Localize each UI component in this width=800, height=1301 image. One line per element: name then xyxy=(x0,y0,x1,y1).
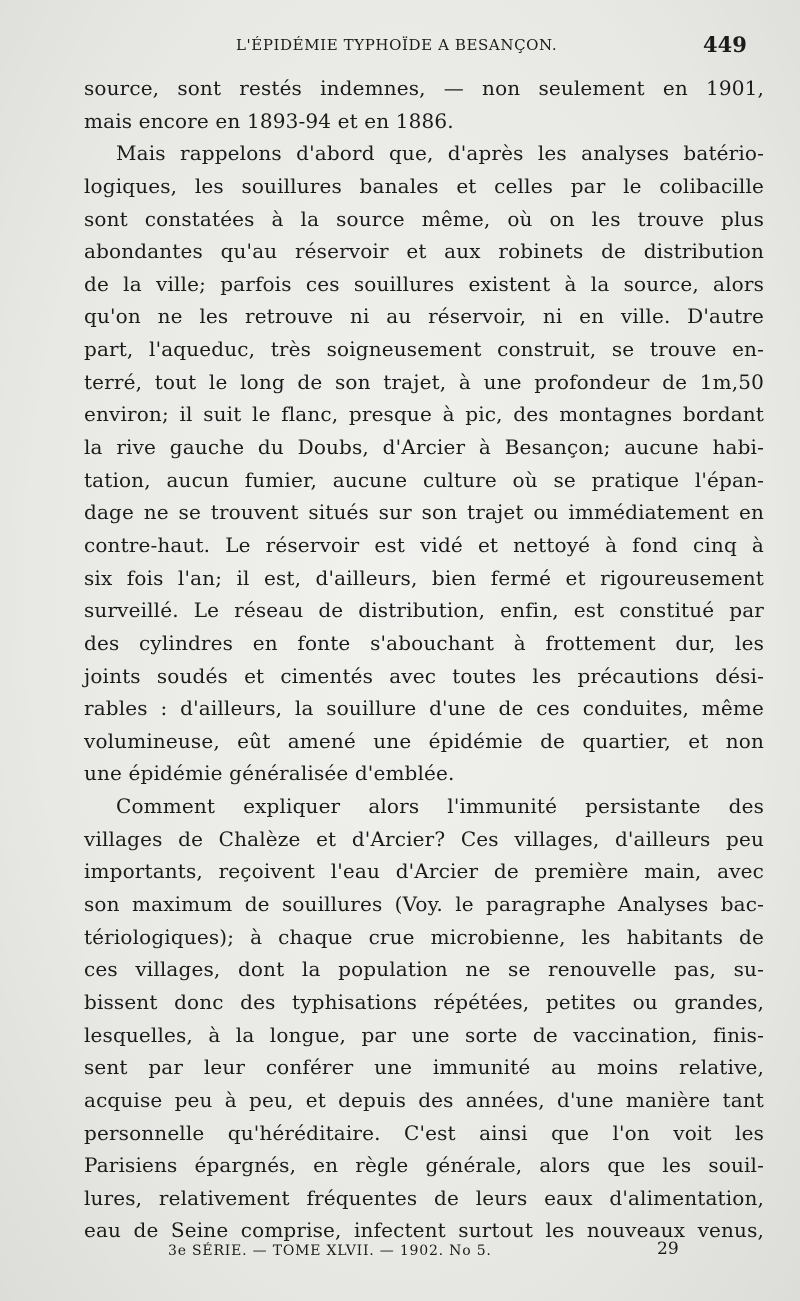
running-title: L'ÉPIDÉMIE TYPHOÏDE A BESANÇON. xyxy=(236,36,558,54)
text-line: ces villages, dont la population ne se renouvelle pas, su- xyxy=(84,957,764,982)
text-line: son maximum de souillures (Voy. le paragraphe Analyses bac- xyxy=(84,892,764,917)
text-line: acquise peu à peu, et depuis des années, d'une manière tant xyxy=(84,1087,764,1112)
text-line: rables : d'ailleurs, la souillure d'une de ces conduites, même xyxy=(84,696,764,721)
text-line: bissent donc des typhisations répétées, petites ou grandes, xyxy=(84,989,764,1014)
text-line: qu'on ne les retrouve ni au réservoir, ni en ville. D'autre xyxy=(84,304,764,329)
text-line: six fois l'an; il est, d'ailleurs, bien fermé et rigoureusement xyxy=(84,565,764,590)
text-line: dage ne se trouvent situés sur son trajet ou immédiatement en xyxy=(84,500,764,525)
text-line: volumineuse, eût amené une épidémie de quartier, et non xyxy=(84,728,764,753)
page-footer xyxy=(0,1235,800,1265)
body-text xyxy=(84,72,764,1247)
text-line: la rive gauche du Doubs, d'Arcier à Besançon; aucune habi- xyxy=(84,435,764,460)
running-head xyxy=(0,30,800,60)
text-line: tation, aucun fumier, aucune culture où se pratique l'épan- xyxy=(84,467,764,492)
text-line: terré, tout le long de son trajet, à une profondeur de 1m,50 xyxy=(84,369,764,394)
page-number: 449 xyxy=(703,32,747,57)
text-line: Mais rappelons d'abord que, d'après les analyses batério- xyxy=(116,141,764,166)
text-line: importants, reçoivent l'eau d'Arcier de première main, avec xyxy=(84,859,764,884)
text-line: sent par leur conférer une immunité au moins relative, xyxy=(84,1055,764,1080)
text-line: mais encore en 1893-94 et en 1886. xyxy=(84,108,454,133)
text-line: abondantes qu'au réservoir et aux robinets de distribution xyxy=(84,239,764,264)
text-line: tériologiques); à chaque crue microbienne, les habitants de xyxy=(84,924,764,949)
text-line: part, l'aqueduc, très soigneusement construit, se trouve en- xyxy=(84,337,764,362)
text-line: surveillé. Le réseau de distribution, enfin, est constitué par xyxy=(84,598,764,623)
footer-series: 3e SÉRIE. — TOME XLVII. — 1902. No 5. xyxy=(168,1243,492,1259)
text-line: une épidémie généralisée d'emblée. xyxy=(84,761,455,786)
text-line: joints soudés et cimentés avec toutes les précautions dési- xyxy=(84,663,764,688)
text-line: contre-haut. Le réservoir est vidé et nettoyé à fond cinq à xyxy=(84,532,764,557)
text-line: eau de Seine comprise, infectent surtout les nouveaux venus, xyxy=(84,1218,764,1243)
text-line: personnelle qu'héréditaire. C'est ainsi que l'on voit les xyxy=(84,1120,764,1145)
signature-mark: 29 xyxy=(657,1239,679,1259)
text-line: Comment expliquer alors l'immunité persistante des xyxy=(116,794,764,819)
text-line: Parisiens épargnés, en règle générale, alors que les souil- xyxy=(84,1153,764,1178)
text-line: de la ville; parfois ces souillures existent à la source, alors xyxy=(84,271,764,296)
text-line: sont constatées à la source même, où on les trouve plus xyxy=(84,206,764,231)
text-line: logiques, les souillures banales et celles par le colibacille xyxy=(84,173,764,198)
text-line: lures, relativement fréquentes de leurs eaux d'alimentation, xyxy=(84,1185,764,1210)
text-line: lesquelles, à la longue, par une sorte de vaccination, finis- xyxy=(84,1022,764,1047)
text-line: des cylindres en fonte s'abouchant à frottement dur, les xyxy=(84,630,764,655)
text-line: source, sont restés indemnes, — non seulement en 1901, xyxy=(84,76,764,100)
text-line: environ; il suit le flanc, presque à pic, des montagnes bordant xyxy=(84,402,764,427)
text-line: villages de Chalèze et d'Arcier? Ces villages, d'ailleurs peu xyxy=(84,826,764,851)
